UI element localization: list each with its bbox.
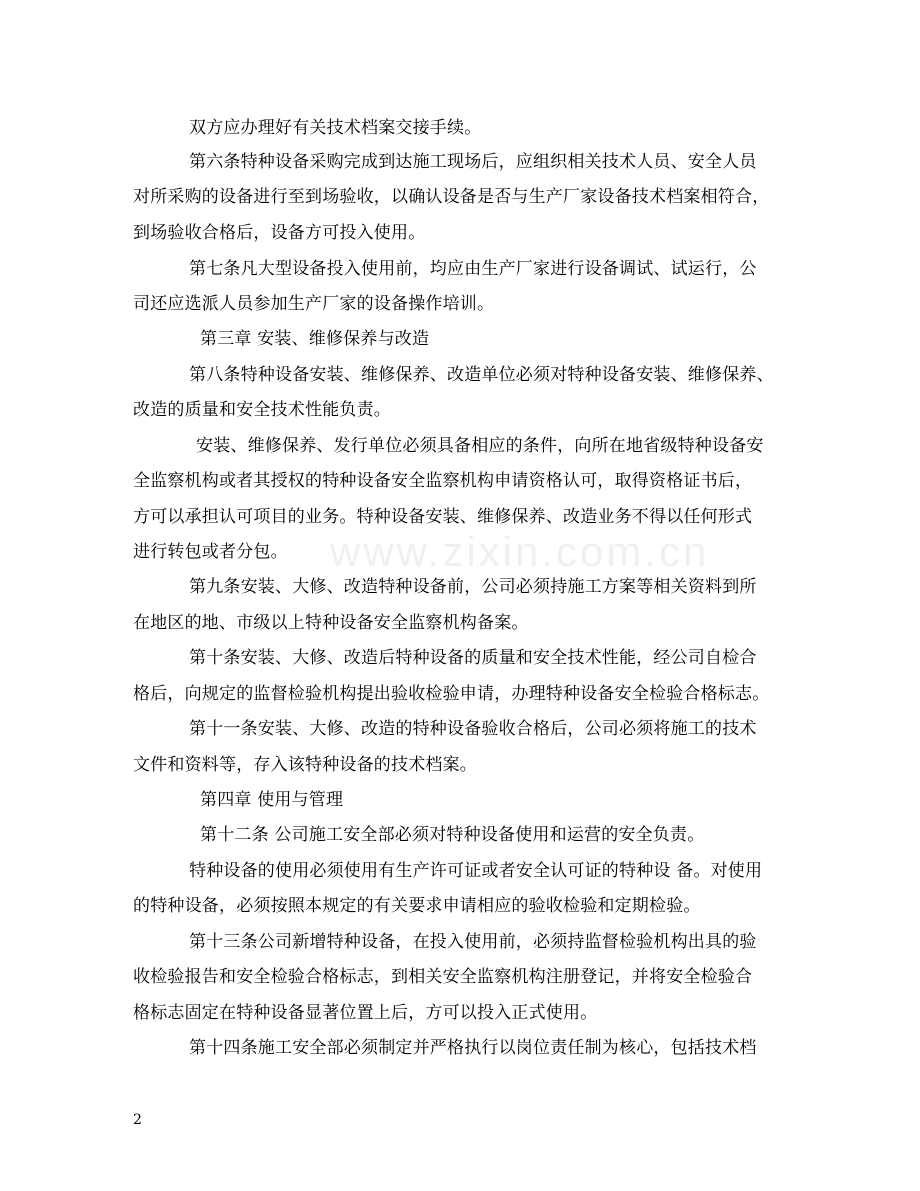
text-line: 第十一条安装、大修、改造的特种设备验收合格后，公司必须将施工的技术 [189,719,757,739]
page-number: 2 [133,1112,142,1128]
text-line: 第十二条 公司施工安全部必须对特种设备使用和运营的安全负责。 [200,825,705,845]
text-line: 格后，向规定的监督检验机构提出验收检验申请，办理特种设备安全检验合格标志。 [133,684,770,704]
chapter-heading: 第三章 安装、维修保养与改造 [200,329,430,349]
text-line: 方可以承担认可项目的业务。特种设备安装、维修保养、改造业务不得以任何形式 [133,507,753,527]
text-line: 在地区的地、市级以上特种设备安全监察机构备案。 [133,613,529,633]
chapter-heading: 第四章 使用与管理 [200,790,344,810]
text-line: 第九条安装、大修、改造特种设备前，公司必须持施工方案等相关资料到所 [189,577,757,597]
text-line: 第十条安装、大修、改造后特种设备的质量和安全技术性能，经公司自检合 [189,648,757,668]
text-line: 收检验报告和安全检验合格标志，到相关安全监察机构注册登记，并将安全检验合 [133,967,753,987]
text-line: 第六条特种设备采购完成到达施工现场后，应组织相关技术人员、安全人员 [189,152,757,172]
text-line: 特种设备的使用必须使用有生产许可证或者安全认可证的特种设 备。对使用 [189,861,763,881]
text-line: 改造的质量和安全技术性能负责。 [133,400,391,420]
watermark: www.zixin.com.cn [330,528,710,575]
text-line: 对所采购的设备进行至到场验收，以确认设备是否与生产厂家设备技术档案相符合， [133,187,770,207]
text-line: 格标志固定在特种设备显著位置上后，方可以投入正式使用。 [133,1003,598,1023]
text-line: 到场验收合格后，设备方可投入使用。 [133,223,426,243]
text-line: 第七条凡大型设备投入使用前，均应由生产厂家进行设备调试、试运行，公 [189,259,757,279]
text-line: 第十四条施工安全部必须制定并严格执行以岗位责任制为核心，包括技术档 [189,1038,757,1058]
text-line: 司还应选派人员参加生产厂家的设备操作培训。 [133,294,495,314]
text-line: 安装、维修保养、发行单位必须具备相应的条件，向所在地省级特种设备安 [196,436,764,456]
text-line: 文件和资料等，存入该特种设备的技术档案。 [133,755,477,775]
text-line: 双方应办理好有关技术档案交接手续。 [189,118,482,138]
text-line: 进行转包或者分包。 [133,542,288,562]
text-line: 的特种设备，必须按照本规定的有关要求申请相应的验收检验和定期检验。 [133,896,701,916]
text-line: 第十三条公司新增特种设备，在投入使用前，必须持监督检验机构出具的验 [189,932,757,952]
text-line: 全监察机构或者其授权的特种设备安全监察机构申请资格认可，取得资格证书后， [133,471,753,491]
text-line: 第八条特种设备安装、维修保养、改造单位必须对特种设备安装、维修保养、 [189,365,774,385]
